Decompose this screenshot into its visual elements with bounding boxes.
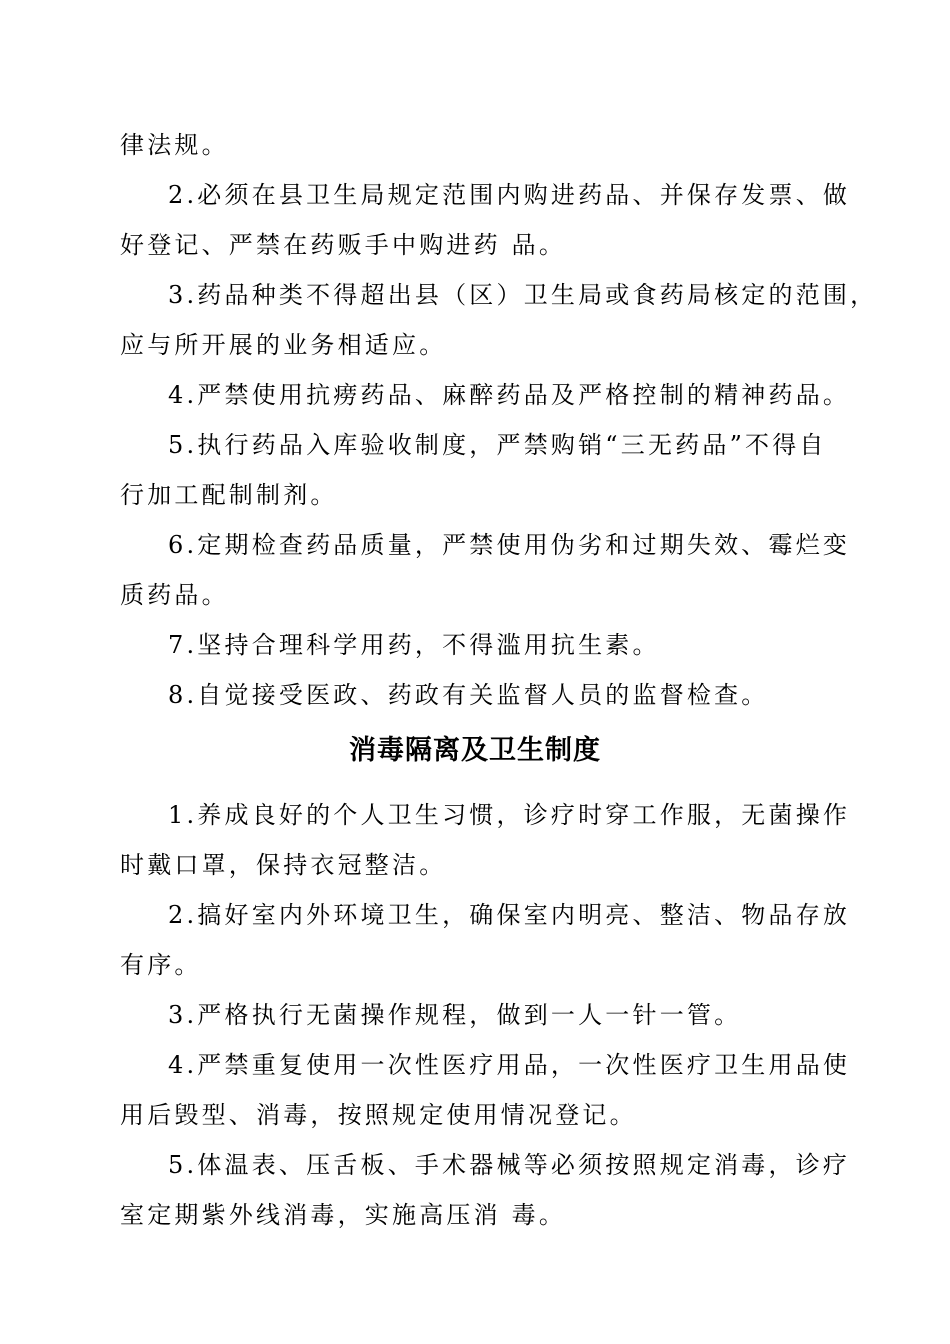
- paragraph-line: 好登记、严禁在药贩手中购进药 品。: [120, 231, 567, 259]
- paragraph-line: 律法规。: [120, 131, 229, 159]
- paragraph-line: 4.严禁重复使用一次性医疗用品，一次性医疗卫生用品使: [168, 1051, 851, 1079]
- paragraph-line: 5.体温表、压舌板、手术器械等必须按照规定消毒，诊疗: [168, 1151, 851, 1179]
- paragraph-line: 应与所开展的业务相适应。: [120, 331, 447, 359]
- paragraph-line: 6.定期检查药品质量，严禁使用伪劣和过期失效、霉烂变: [168, 531, 851, 559]
- paragraph-line: 时戴口罩，保持衣冠整洁。: [120, 851, 447, 879]
- paragraph-line: 行加工配制制剂。: [120, 481, 338, 509]
- paragraph-line: 3.药品种类不得超出县（区）卫生局或食药局核定的范围，: [168, 281, 878, 309]
- paragraph-line: 有序。: [120, 951, 202, 979]
- paragraph-line: 8.自觉接受医政、药政有关监督人员的监督检查。: [168, 681, 769, 709]
- paragraph-line: 4.严禁使用抗痨药品、麻醉药品及严格控制的精神药品。: [168, 381, 851, 409]
- paragraph-line: 2.必须在县卫生局规定范围内购进药品、并保存发票、做: [168, 181, 851, 209]
- paragraph-line: 5.执行药品入库验收制度，严禁购销“三无药品”不得自: [168, 431, 827, 459]
- section-title: 消毒隔离及卫生制度: [349, 735, 601, 766]
- paragraph-line: 1.养成良好的个人卫生习惯，诊疗时穿工作服，无菌操作: [168, 801, 851, 829]
- paragraph-line: 室定期紫外线消毒，实施高压消 毒。: [120, 1201, 567, 1229]
- paragraph-line: 质药品。: [120, 581, 229, 609]
- paragraph-line: 2.搞好室内外环境卫生，确保室内明亮、整洁、物品存放: [168, 901, 851, 929]
- paragraph-line: 用后毁型、消毒，按照规定使用情况登记。: [120, 1101, 637, 1129]
- paragraph-line: 7.坚持合理科学用药，不得滥用抗生素。: [168, 631, 660, 659]
- paragraph-line: 3.严格执行无菌操作规程，做到一人一针一管。: [168, 1001, 742, 1029]
